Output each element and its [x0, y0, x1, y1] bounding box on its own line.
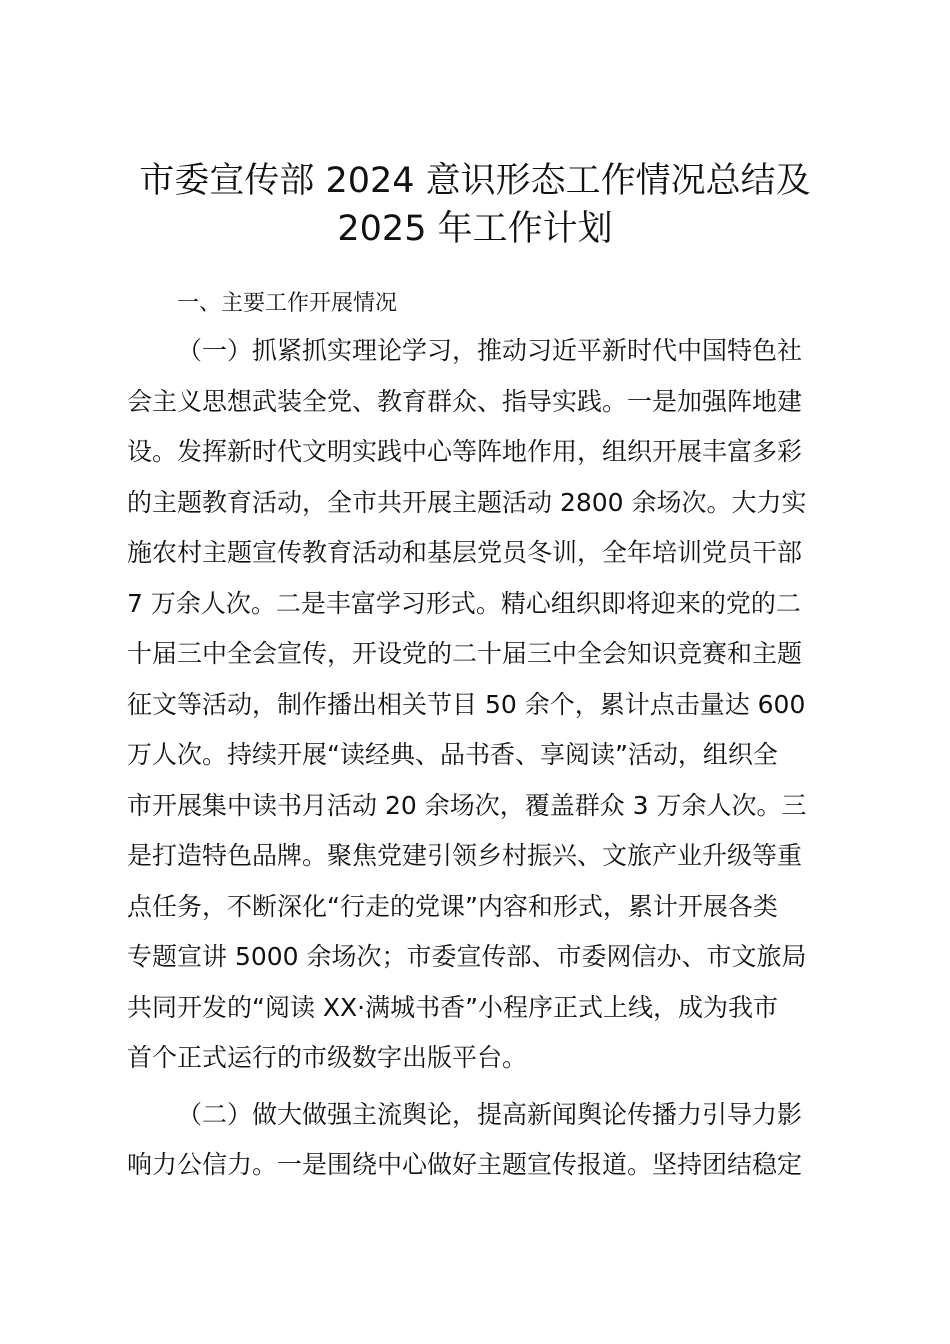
paragraph-1-line: 会主义思想武装全党、教育群众、指导实践。一是加强阵地建	[127, 386, 803, 416]
paragraph-1-line: 征文等活动，制作播出相关节目 50 余个，累计点击量达 600	[127, 689, 806, 719]
paragraph-1-line: （一）抓紧抓实理论学习，推动习近平新时代中国特色社	[177, 336, 803, 365]
paragraph-1-line: 专题宣讲 5000 余场次；市委宣传部、市委网信办、市文旅局	[127, 942, 807, 971]
paragraph-1-line: 市开展集中读书月活动 20 余场次，覆盖群众 3 万余人次。三	[127, 790, 807, 820]
paragraph-1-line: 点任务，不断深化“行走的党课”内容和形式，累计开展各类	[127, 891, 778, 921]
paragraph-1-line: 共同开发的“阅读 XX·满城书香”小程序正式上线，成为我市	[127, 992, 779, 1022]
paragraph-1-line: 设。发挥新时代文明实践中心等阵地作用，组织开展丰富多彩	[127, 437, 803, 466]
paragraph-1-line: 是打造特色品牌。聚焦党建引领乡村振兴、文旅产业升级等重	[127, 841, 803, 870]
paragraph-1-line: 施农村主题宣传教育活动和基层党员冬训，全年培训党员干部	[127, 538, 803, 567]
paragraph-1-line: 的主题教育活动，全市共开展主题活动 2800 余场次。大力实	[127, 487, 807, 517]
paragraph-2-line: 响力公信力。一是围绕中心做好主题宣传报道。坚持团结稳定	[127, 1150, 803, 1179]
title-line-2: 2025 年工作计划	[337, 209, 613, 249]
paragraph-1-line: 万人次。持续开展“读经典、品书香、享阅读”活动，组织全	[127, 740, 778, 769]
title-line-1: 市委宣传部 2024 意识形态工作情况总结及	[139, 161, 811, 201]
paragraph-1-line: 十届三中全会宣传，开设党的二十届三中全会知识竞赛和主题	[127, 639, 803, 668]
paragraph-1	[127, 326, 835, 1084]
paragraph-2	[127, 1090, 835, 1191]
paragraph-1-line: 7 万余人次。二是丰富学习形式。精心组织即将迎来的党的二	[127, 588, 801, 618]
paragraph-1-line: 首个正式运行的市级数字出版平台。	[127, 1043, 528, 1072]
document-title	[100, 157, 850, 253]
document-body	[127, 284, 835, 1191]
paragraph-2-line: （二）做大做强主流舆论，提高新闻舆论传播力引导力影	[177, 1099, 803, 1129]
section-heading: 一、主要工作开展情况	[177, 291, 398, 316]
